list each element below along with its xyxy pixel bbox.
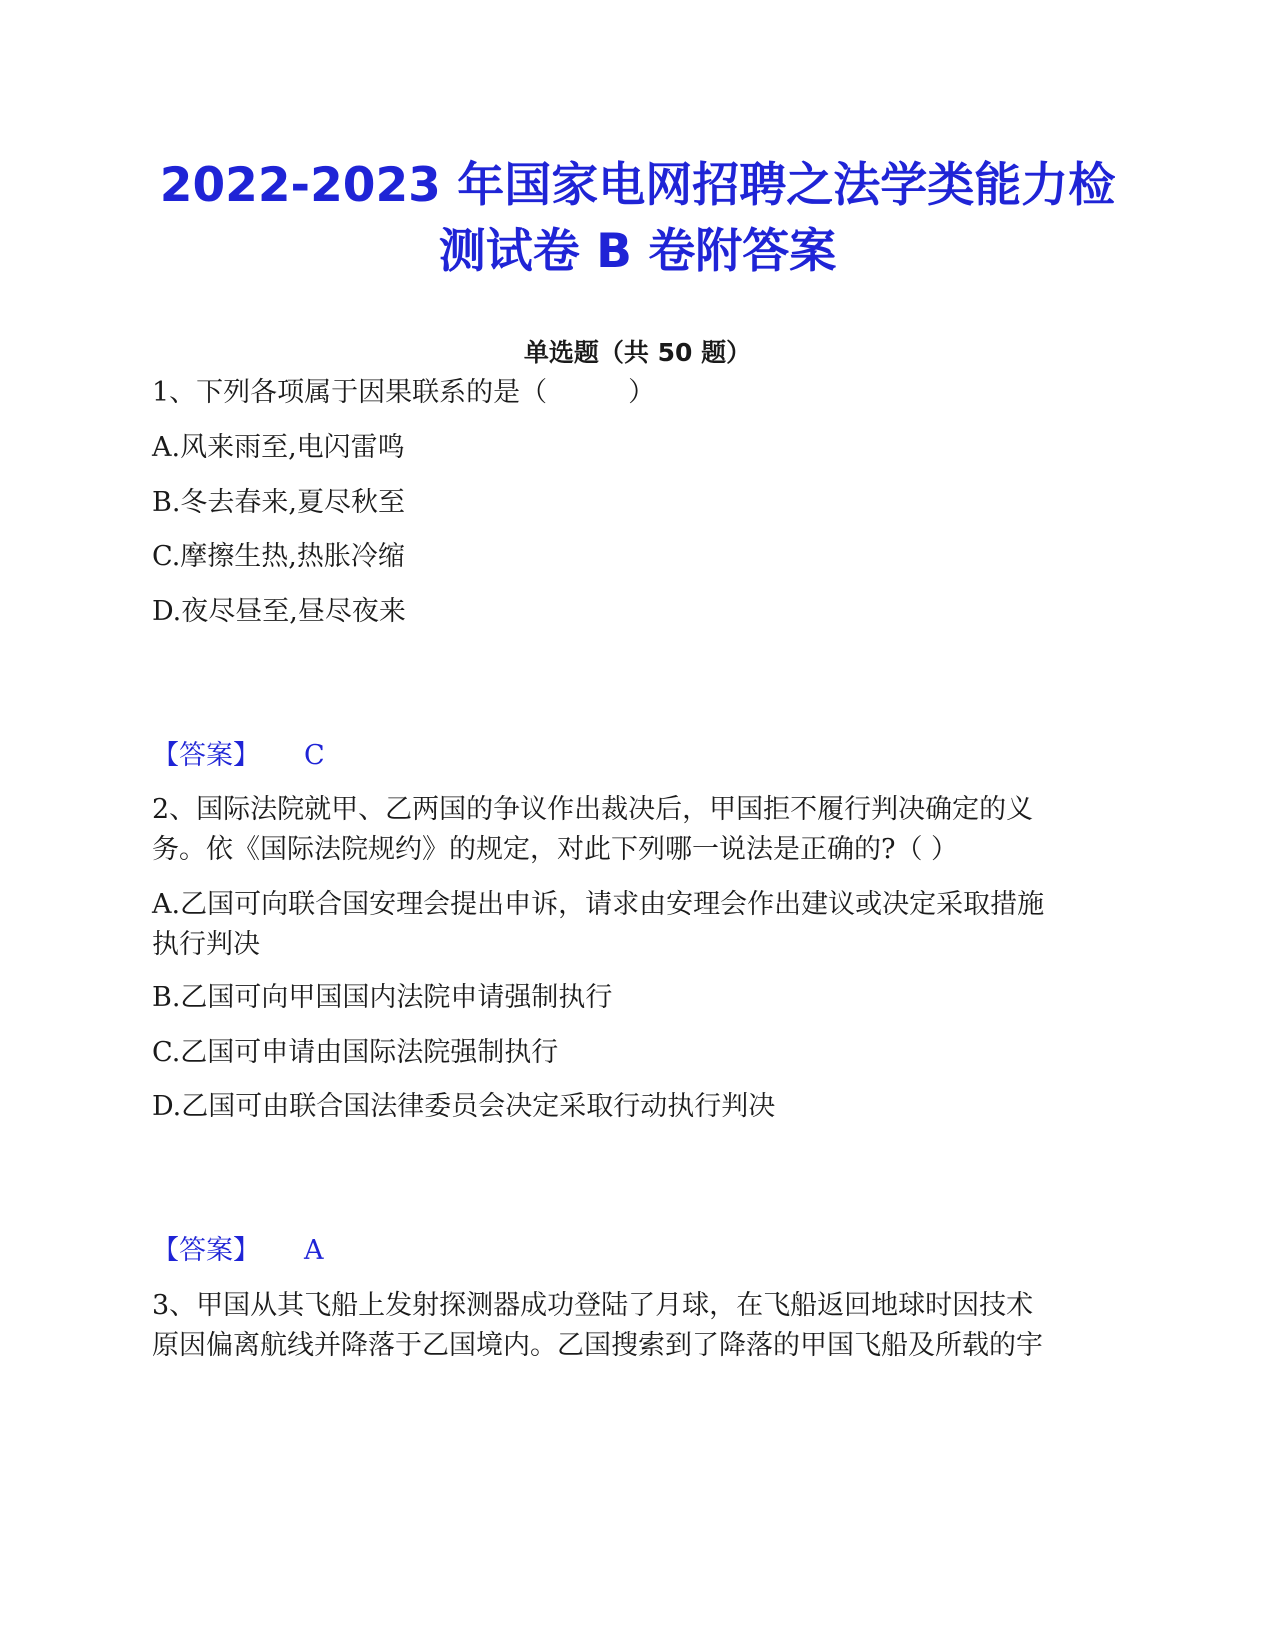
title-line-1: 2022-2023 年国家电网招聘之法学类能力检 — [159, 158, 1116, 213]
question-2-option-a-line-1: A.乙国可向联合国安理会提出申诉，请求由安理会作出建议或决定采取措施 — [152, 889, 1045, 920]
question-2-stem-line-2: 务。依《国际法院规约》的规定，对此下列哪一说法是正确的?（ ） — [152, 834, 959, 865]
document-title — [120, 153, 1155, 285]
question-2-stem-line-1: 2、国际法院就甲、乙两国的争议作出裁决后，甲国拒不履行判决确定的义 — [152, 794, 1034, 825]
question-1-option-a: A.风来雨至,电闪雷鸣 — [152, 432, 405, 463]
question-2-option-c: C.乙国可申请由国际法院强制执行 — [152, 1037, 559, 1068]
answer-value: A — [304, 1235, 324, 1266]
question-3-stem-line-2: 原因偏离航线并降落于乙国境内。乙国搜索到了降落的甲国飞船及所载的宇 — [152, 1330, 1043, 1361]
question-2-option-b: B.乙国可向甲国国内法院申请强制执行 — [152, 982, 613, 1013]
question-2-option-a-line-2: 执行判决 — [152, 929, 260, 960]
question-2-answer — [152, 1231, 324, 1271]
question-1-option-c: C.摩擦生热,热胀冷缩 — [152, 541, 405, 572]
answer-label: 【答案】 — [152, 740, 260, 771]
question-1-option-b: B.冬去春来,夏尽秋至 — [152, 487, 406, 518]
answer-value: C — [304, 740, 325, 771]
question-2-option-d: D.乙国可由联合国法律委员会决定采取行动执行判决 — [152, 1091, 776, 1122]
title-line-2: 测试卷 B 卷附答案 — [438, 224, 837, 279]
question-1-stem: 1、下列各项属于因果联系的是（ ） — [152, 377, 656, 408]
question-1-answer — [152, 736, 325, 776]
answer-label: 【答案】 — [152, 1235, 260, 1266]
question-3-stem-line-1: 3、甲国从其飞船上发射探测器成功登陆了月球，在飞船返回地球时因技术 — [152, 1290, 1034, 1321]
question-1-option-d: D.夜尽昼至,昼尽夜来 — [152, 596, 406, 627]
section-heading: 单选题（共 50 题） — [523, 338, 752, 367]
